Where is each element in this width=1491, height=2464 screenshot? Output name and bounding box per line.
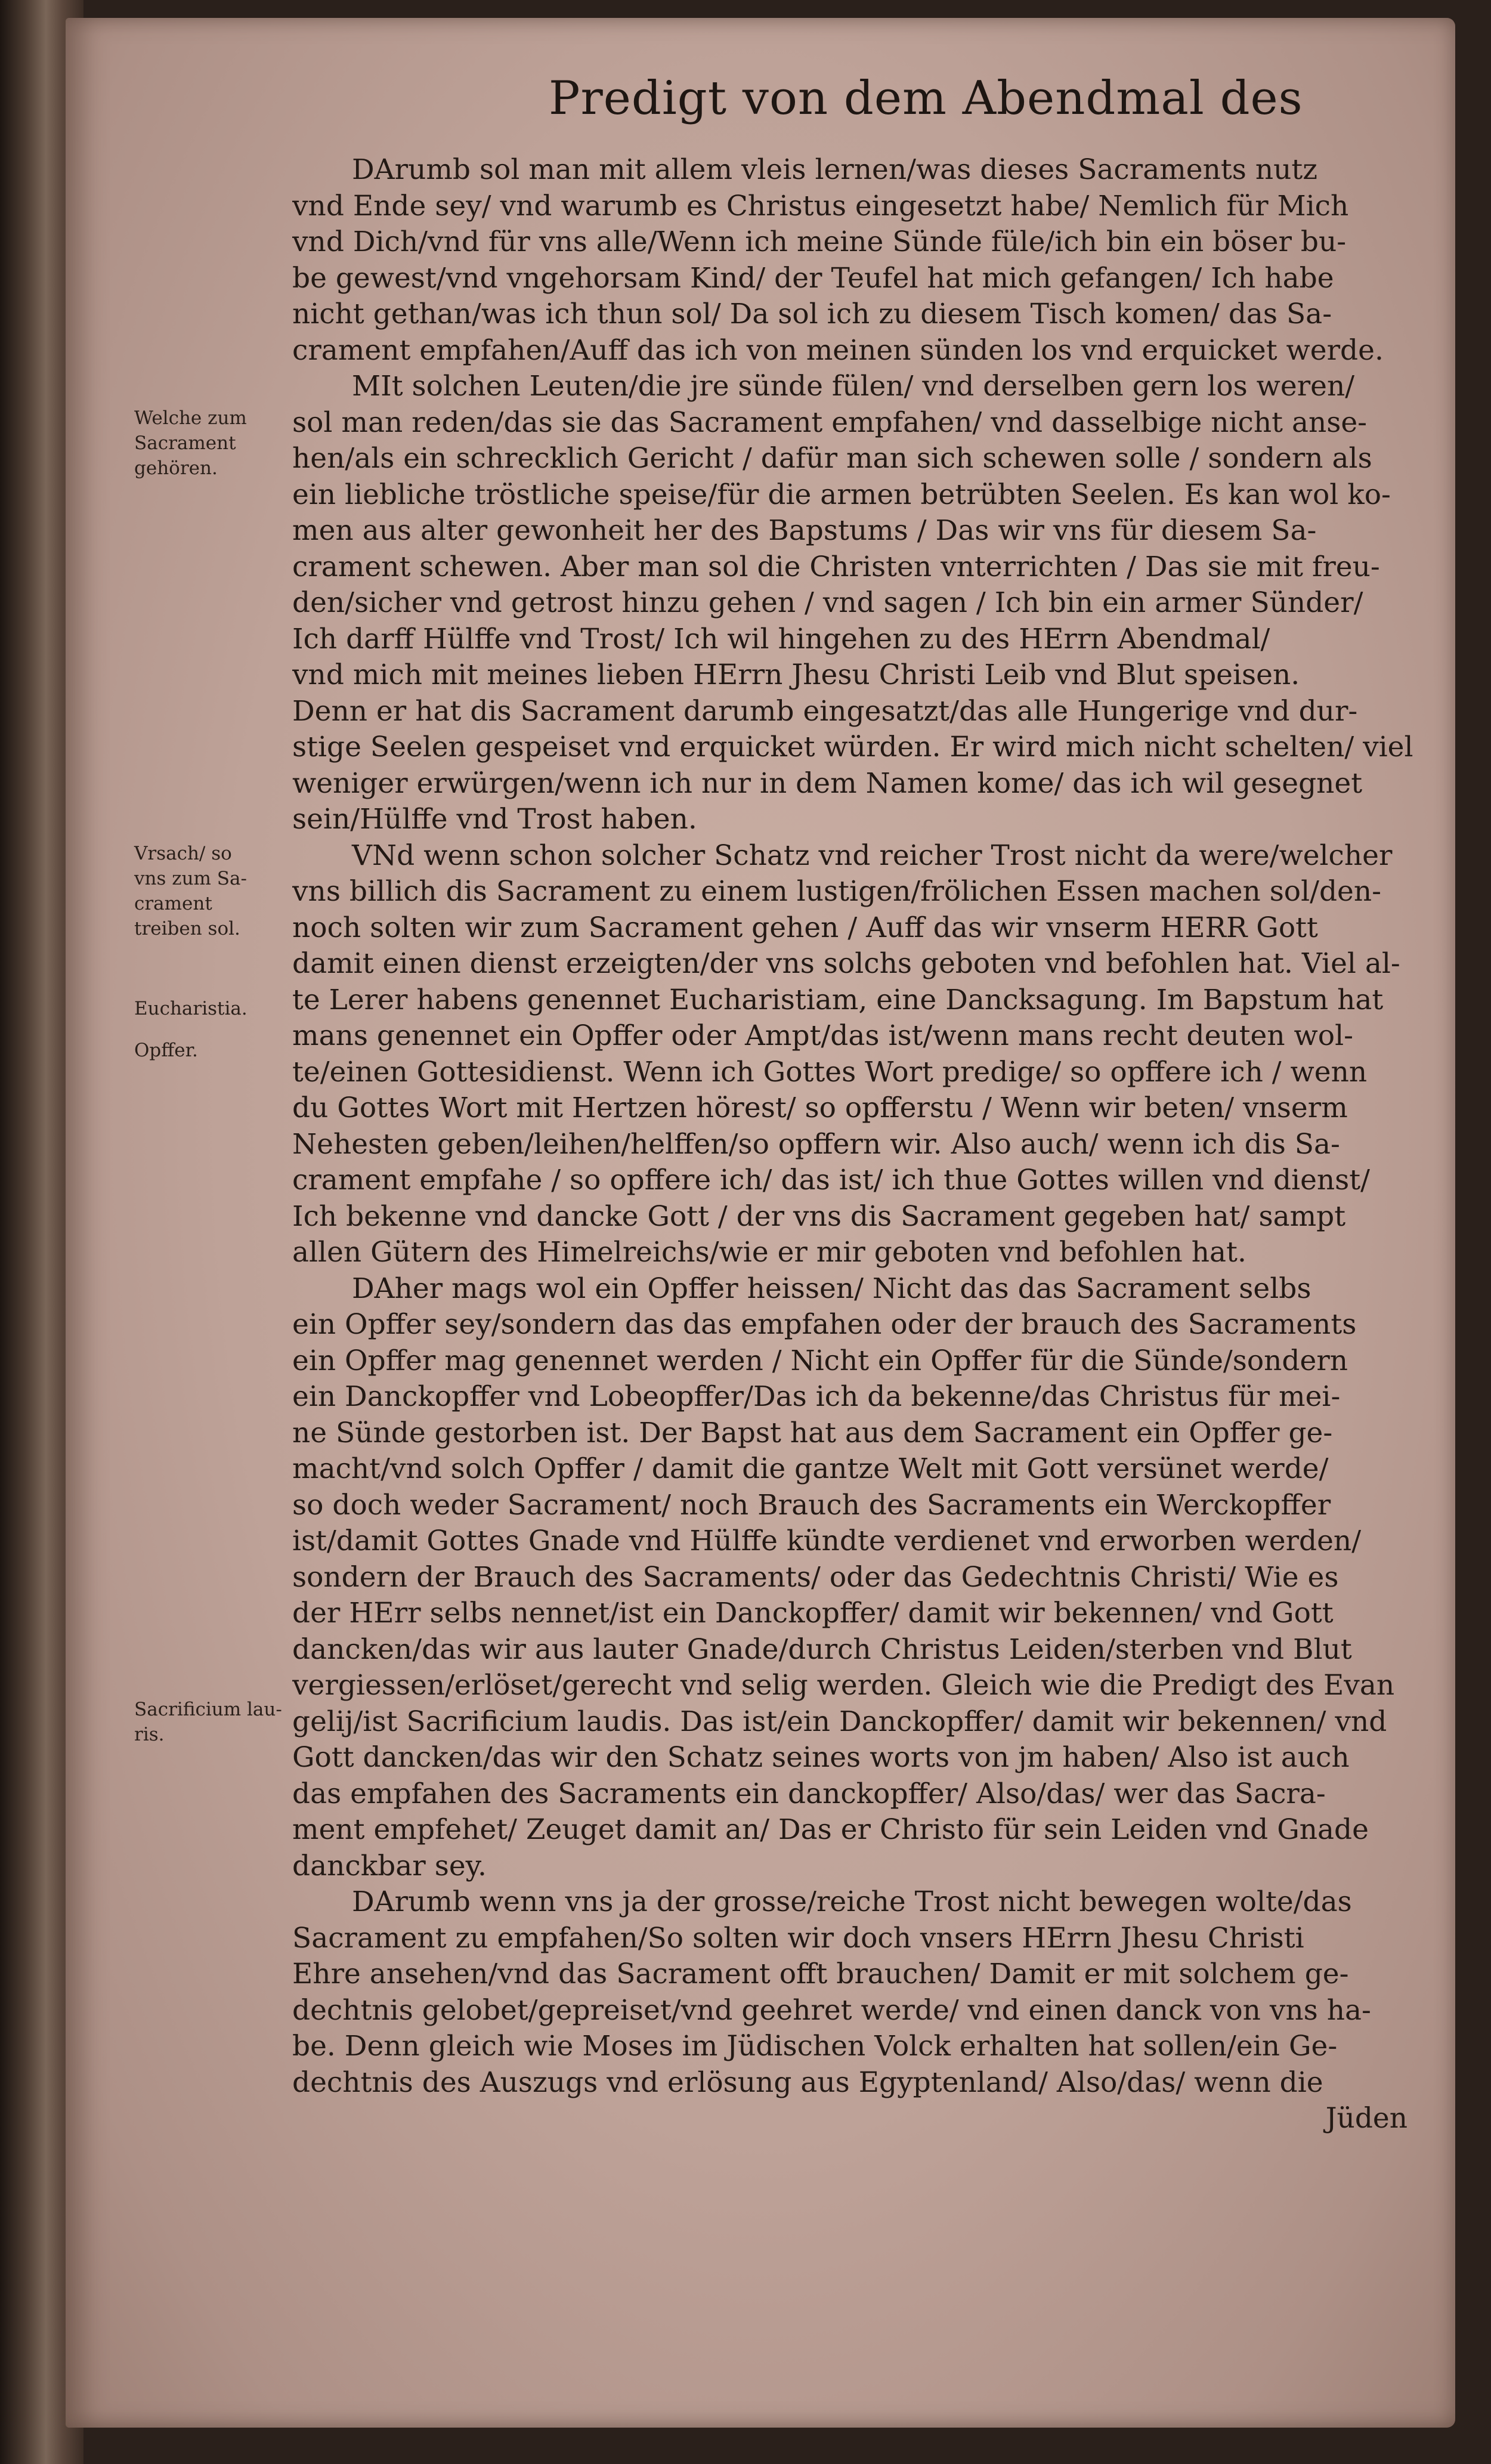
text-line: DArumb sol man mit allem vleis lernen/was dieses Sacraments nutz: [352, 153, 1318, 186]
text-line: be gewest/vnd vngehorsam Kind/ der Teufel hat mich gefangen/ Ich habe: [292, 261, 1334, 295]
text-line: te Lerer habens genennet Eucharistiam, eine Dancksagung. Im Bapstum hat: [292, 983, 1384, 1016]
text-line: ein liebliche tröstliche speise/für die armen betrübten Seelen. Es kan wol ko-: [292, 478, 1391, 511]
text-line: weniger erwürgen/wenn ich nur in dem Namen kome/ das ich wil gesegnet: [292, 766, 1363, 800]
text-line: Ich darff Hülffe vnd Trost/ Ich wil hingehen zu des HErrn Abendmal/: [292, 622, 1270, 656]
text-line: DAher mags wol ein Opffer heissen/ Nicht das das Sacrament selbs: [352, 1272, 1311, 1305]
running-header: Predigt von dem Abendmal des: [549, 72, 1303, 125]
text-line: so doch weder Sacrament/ noch Brauch des Sacraments ein Werckopffer: [292, 1488, 1331, 1522]
margin-note-welche: [134, 406, 283, 481]
text-line: sol man reden/das sie das Sacrament empfahen/ vnd dasselbige nicht anse-: [292, 406, 1368, 439]
text-line: danckbar sey.: [292, 1849, 487, 1882]
text-line: vnd mich mit meines lieben HErrn Jhesu Christi Leib vnd Blut speisen.: [292, 658, 1300, 691]
text-line: allen Gütern des Himelreichs/wie er mir geboten vnd befohlen hat.: [292, 1236, 1246, 1269]
text-line: Denn er hat dis Sacrament darumb eingesatzt/das alle Hungerige vnd dur-: [292, 694, 1358, 728]
text-line: ein Danckopffer vnd Lobeopffer/Das ich da bekenne/das Christus für mei-: [292, 1380, 1341, 1413]
margin-note-line: Sacrament: [134, 432, 236, 454]
text-line: hen/als ein schrecklich Gericht / dafür man sich schewen solle / sondern als: [292, 442, 1372, 475]
text-line: dechtnis des Auszugs vnd erlösung aus Egyptenland/ Also/das/ wenn die: [292, 2066, 1323, 2099]
margin-note-sacrificium: [134, 1697, 283, 1747]
text-line: du Gottes Wort mit Hertzen hörest/ so opfferstu / Wenn wir beten/ vnserm: [292, 1092, 1348, 1124]
text-line: te/einen Gottesidienst. Wenn ich Gottes Wort predige/ so opffere ich / wenn: [292, 1055, 1368, 1089]
margin-note-line: Opffer.: [134, 1040, 198, 1061]
text-line: vnd Ende sey/ vnd warumb es Christus eingesetzt habe/ Nemlich für Mich: [292, 189, 1349, 222]
paragraph: [292, 838, 1413, 1271]
text-line: MIt solchen Leuten/die jre sünde fülen/ vnd derselben gern los weren/: [352, 370, 1355, 403]
text-line: mans genennet ein Opffer oder Ampt/das ist/wenn mans recht deuten wol-: [292, 1019, 1354, 1052]
text-line: crament schewen. Aber man sol die Christen vnterrichten / Das sie mit freu-: [292, 550, 1380, 583]
paragraph: [292, 369, 1413, 838]
text-line: men aus alter gewonheit her des Bapstums / Das wir vns für diesem Sa-: [292, 514, 1317, 547]
text-line: der HErr selbs nennet/ist ein Danckopffer/ damit wir bekennen/ vnd Gott: [292, 1597, 1334, 1630]
text-line: Nehesten geben/leihen/helffen/so opffern wir. Also auch/ wenn ich dis Sa-: [292, 1127, 1340, 1161]
text-line: Gott dancken/das wir den Schatz seines worts von jm haben/ Also ist auch: [292, 1741, 1350, 1774]
text-line: dechtnis gelobet/gepreiset/vnd geehret werde/ vnd einen danck von vns ha-: [292, 1993, 1371, 2027]
margin-note-opffer: [134, 1038, 283, 1063]
text-line: DArumb wenn vns ja der grosse/reiche Trost nicht bewegen wolte/das: [352, 1885, 1352, 1918]
text-line: ein Opffer sey/sondern das das empfahen oder der brauch des Sacraments: [292, 1308, 1357, 1341]
margin-note-line: Vrsach/ so: [134, 843, 232, 864]
text-line: crament empfahen/Auff das ich von meinen sünden los vnd erquicket werde.: [292, 333, 1384, 367]
text-line: Sacrament zu empfahen/So solten wir doch vnsers HErrn Jhesu Christi: [292, 1921, 1304, 1955]
text-line: sondern der Brauch des Sacraments/ oder das Gedechtnis Christi/ Wie es: [292, 1560, 1339, 1594]
margin-note-line: gehören.: [134, 457, 218, 479]
text-line: ein Opffer mag genennet werden / Nicht ein Opffer für die Sünde/sondern: [292, 1344, 1348, 1377]
main-text: [292, 152, 1413, 2137]
margin-note-vrsach: [134, 841, 283, 941]
text-line: stige Seelen gespeiset vnd erquicket würden. Er wird mich nicht schelten/ viel: [292, 731, 1413, 763]
text-line: nicht gethan/was ich thun sol/ Da sol ich zu diesem Tisch komen/ das Sa-: [292, 298, 1332, 330]
text-line: dancken/das wir aus lauter Gnade/durch Christus Leiden/sterben vnd Blut: [292, 1633, 1352, 1666]
text-line: ment empfehet/ Zeuget damit an/ Das er Christo für sein Leiden vnd Gnade: [292, 1813, 1369, 1846]
paragraph: [292, 152, 1413, 369]
margin-note-line: treiben sol.: [134, 918, 240, 939]
text-line: Ehre ansehen/vnd das Sacrament offt brauchen/ Damit er mit solchem ge-: [292, 1958, 1349, 1990]
margin-note-line: ris.: [134, 1724, 165, 1745]
margin-note-line: vns zum Sa-: [134, 868, 247, 889]
margin-note-line: Sacrificium lau-: [134, 1699, 282, 1720]
text-line: ne Sünde gestorben ist. Der Bapst hat aus dem Sacrament ein Opffer ge-: [292, 1416, 1333, 1449]
text-line: crament empfahe / so opffere ich/ das ist/ ich thue Gottes willen vnd dienst/: [292, 1164, 1370, 1197]
text-line: damit einen dienst erzeigten/der vns solchs geboten vnd befohlen hat. Viel al-: [292, 947, 1400, 980]
text-line: Ich bekenne vnd dancke Gott / der vns dis Sacrament gegeben hat/ sampt: [292, 1199, 1346, 1233]
catchword: Jüden: [1325, 2102, 1408, 2135]
text-line: VNd wenn schon solcher Schatz vnd reicher Trost nicht da were/welcher: [352, 839, 1393, 872]
text-line: macht/vnd solch Opffer / damit die gantze Welt mit Gott versünet werde/: [292, 1452, 1329, 1485]
margin-note-line: Eucharistia.: [134, 998, 248, 1019]
text-line: den/sicher vnd getrost hinzu gehen / vnd sagen / Ich bin ein armer Sünder/: [292, 586, 1363, 619]
text-line: sein/Hülffe vnd Trost haben.: [292, 803, 697, 836]
text-line: vergiessen/erlöset/gerecht vnd selig werden. Gleich wie die Predigt des Evan: [292, 1669, 1395, 1702]
paragraph: [292, 1271, 1413, 1885]
text-line: ist/damit Gottes Gnade vnd Hülffe kündte verdienet vnd erworben werden/: [292, 1525, 1362, 1557]
text-line: das empfahen des Sacraments ein danckopffer/ Also/das/ wer das Sacra-: [292, 1777, 1326, 1810]
text-line: noch solten wir zum Sacrament gehen / Auff das wir vnserm HERR Gott: [292, 911, 1318, 944]
margin-note-line: Welche zum: [134, 407, 247, 429]
margin-note-line: crament: [134, 893, 212, 914]
text-line: be. Denn gleich wie Moses im Jüdischen Volck erhalten hat sollen/ein Ge-: [292, 2030, 1338, 2063]
text-line: gelij/ist Sacrificium laudis. Das ist/ein Danckopffer/ damit wir bekennen/ vnd: [292, 1705, 1387, 1738]
text-line: vnd Dich/vnd für vns alle/Wenn ich meine Sünde füle/ich bin ein böser bu-: [292, 225, 1347, 258]
margin-note-eucharistia: [134, 996, 283, 1021]
paragraph: [292, 1884, 1413, 2101]
text-line: vns billich dis Sacrament zu einem lustigen/frölichen Essen machen sol/den-: [292, 875, 1382, 908]
